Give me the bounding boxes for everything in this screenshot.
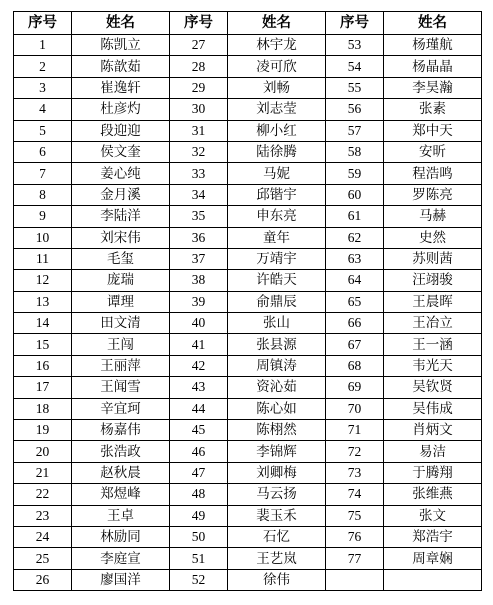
student-name-cell: 万靖宇 [228,248,326,269]
row-index-cell: 50 [170,526,228,547]
row-index-cell: 74 [326,484,384,505]
table-row [14,420,482,441]
student-name-cell: 张素 [384,99,482,120]
row-index-cell: 7 [14,163,72,184]
student-name-cell: 杨瑾航 [384,35,482,56]
student-name-cell: 周章娴 [384,548,482,569]
student-name-cell: 裴玉禾 [228,505,326,526]
row-index-cell: 66 [326,313,384,334]
student-name-cell: 毛玺 [72,248,170,269]
row-index-cell: 25 [14,548,72,569]
row-index-cell: 67 [326,334,384,355]
row-index-cell: 9 [14,206,72,227]
student-name-cell: 杜彦灼 [72,99,170,120]
row-index-cell: 4 [14,99,72,120]
row-index-cell: 45 [170,420,228,441]
row-index-cell: 77 [326,548,384,569]
row-index-cell: 65 [326,291,384,312]
row-index-cell: 18 [14,398,72,419]
row-index-cell: 20 [14,441,72,462]
row-index-cell: 29 [170,77,228,98]
student-name-cell [384,569,482,590]
student-name-cell: 王晨晖 [384,291,482,312]
row-index-cell: 42 [170,355,228,376]
row-index-cell: 32 [170,141,228,162]
row-index-cell: 47 [170,462,228,483]
row-index-cell: 14 [14,313,72,334]
table-row [14,56,482,77]
student-name-cell: 谭理 [72,291,170,312]
table-row [14,548,482,569]
row-index-cell: 63 [326,248,384,269]
row-index-cell: 35 [170,206,228,227]
row-index-cell: 64 [326,270,384,291]
row-index-cell: 21 [14,462,72,483]
table-row [14,484,482,505]
header-name-3: 姓名 [384,12,482,35]
student-name-cell: 庞瑞 [72,270,170,291]
student-name-cell: 柳小红 [228,120,326,141]
row-index-cell: 6 [14,141,72,162]
table-row [14,227,482,248]
student-name-cell: 石忆 [228,526,326,547]
student-name-cell: 刘志莹 [228,99,326,120]
row-index-cell: 17 [14,377,72,398]
row-index-cell: 59 [326,163,384,184]
student-name-cell: 俞鼎辰 [228,291,326,312]
row-index-cell: 73 [326,462,384,483]
row-index-cell: 56 [326,99,384,120]
table-row [14,291,482,312]
header-index-3: 序号 [326,12,384,35]
row-index-cell: 70 [326,398,384,419]
row-index-cell: 48 [170,484,228,505]
table-row [14,526,482,547]
header-name-2: 姓名 [228,12,326,35]
student-name-cell: 李陆洋 [72,206,170,227]
student-name-cell: 赵秋晨 [72,462,170,483]
student-name-cell: 李锦辉 [228,441,326,462]
row-index-cell: 51 [170,548,228,569]
table-row [14,441,482,462]
header-row [14,12,482,35]
student-name-cell: 汪翊骏 [384,270,482,291]
row-index-cell: 3 [14,77,72,98]
student-name-cell: 张维燕 [384,484,482,505]
row-index-cell: 39 [170,291,228,312]
row-index-cell: 28 [170,56,228,77]
row-index-cell: 69 [326,377,384,398]
student-name-cell: 肖炳文 [384,420,482,441]
student-name-cell: 杨晶晶 [384,56,482,77]
student-name-cell: 郑中天 [384,120,482,141]
student-name-cell: 马云扬 [228,484,326,505]
student-name-cell: 周镇涛 [228,355,326,376]
student-name-cell: 张浩政 [72,441,170,462]
row-index-cell: 53 [326,35,384,56]
student-name-cell: 苏则茜 [384,248,482,269]
table-row [14,184,482,205]
student-name-cell: 马妮 [228,163,326,184]
student-name-cell: 林励同 [72,526,170,547]
row-index-cell: 76 [326,526,384,547]
row-index-cell: 57 [326,120,384,141]
student-name-cell: 易洁 [384,441,482,462]
student-name-cell: 申东亮 [228,206,326,227]
row-index-cell: 11 [14,248,72,269]
row-index-cell: 10 [14,227,72,248]
row-index-cell: 30 [170,99,228,120]
row-index-cell: 71 [326,420,384,441]
row-index-cell: 60 [326,184,384,205]
table-row [14,248,482,269]
row-index-cell: 34 [170,184,228,205]
table-body [14,35,482,591]
student-name-cell: 王一涵 [384,334,482,355]
row-index-cell: 43 [170,377,228,398]
row-index-cell: 68 [326,355,384,376]
student-name-cell: 刘宋伟 [72,227,170,248]
row-index-cell: 13 [14,291,72,312]
table-row [14,206,482,227]
table-row [14,355,482,376]
student-name-cell: 崔逸轩 [72,77,170,98]
row-index-cell: 62 [326,227,384,248]
student-name-cell: 邱锴宇 [228,184,326,205]
student-name-cell: 徐伟 [228,569,326,590]
table-row [14,334,482,355]
student-name-cell: 李庭宣 [72,548,170,569]
header-index-2: 序号 [170,12,228,35]
row-index-cell: 52 [170,569,228,590]
student-name-cell: 王冶立 [384,313,482,334]
row-index-cell: 23 [14,505,72,526]
table-row [14,398,482,419]
row-index-cell: 2 [14,56,72,77]
student-name-cell: 陆徐腾 [228,141,326,162]
student-name-cell: 辛宜珂 [72,398,170,419]
student-name-cell: 罗陈亮 [384,184,482,205]
student-name-cell: 陈心如 [228,398,326,419]
student-name-cell: 刘畅 [228,77,326,98]
student-name-cell: 刘卿梅 [228,462,326,483]
row-index-cell: 26 [14,569,72,590]
student-name-cell: 于腾翔 [384,462,482,483]
student-name-cell: 陈歆茹 [72,56,170,77]
student-name-cell: 王艺岚 [228,548,326,569]
row-index-cell: 46 [170,441,228,462]
table-row [14,163,482,184]
header-name-1: 姓名 [72,12,170,35]
row-index-cell: 1 [14,35,72,56]
student-name-cell: 廖国洋 [72,569,170,590]
student-name-cell: 段迎迎 [72,120,170,141]
student-name-cell: 资沁茹 [228,377,326,398]
student-name-cell: 林宇龙 [228,35,326,56]
student-name-cell: 陈凯立 [72,35,170,56]
row-index-cell: 19 [14,420,72,441]
row-index-cell: 44 [170,398,228,419]
table-row [14,120,482,141]
row-index-cell: 15 [14,334,72,355]
row-index-cell: 24 [14,526,72,547]
table-row [14,377,482,398]
row-index-cell: 61 [326,206,384,227]
table-row [14,505,482,526]
row-index-cell: 16 [14,355,72,376]
table-row [14,141,482,162]
table-row [14,569,482,590]
row-index-cell: 58 [326,141,384,162]
student-name-cell: 王丽萍 [72,355,170,376]
student-name-cell: 吴钦贤 [384,377,482,398]
table-row [14,77,482,98]
student-name-cell: 马赫 [384,206,482,227]
row-index-cell: 27 [170,35,228,56]
row-index-cell: 75 [326,505,384,526]
row-index-cell: 12 [14,270,72,291]
table-row [14,99,482,120]
row-index-cell: 37 [170,248,228,269]
student-name-cell: 陈栩然 [228,420,326,441]
row-index-cell: 31 [170,120,228,141]
row-index-cell: 33 [170,163,228,184]
row-index-cell: 72 [326,441,384,462]
student-name-cell: 郑煜峰 [72,484,170,505]
row-index-cell: 8 [14,184,72,205]
student-name-cell: 田文清 [72,313,170,334]
row-index-cell: 49 [170,505,228,526]
row-index-cell: 41 [170,334,228,355]
student-name-cell: 凌可欣 [228,56,326,77]
header-index-1: 序号 [14,12,72,35]
student-name-cell: 杨嘉伟 [72,420,170,441]
table-row [14,270,482,291]
roster-table [13,11,482,591]
student-name-cell: 安昕 [384,141,482,162]
student-name-cell: 韦光天 [384,355,482,376]
student-name-cell: 吴伟成 [384,398,482,419]
student-name-cell: 童年 [228,227,326,248]
student-name-cell: 侯文奎 [72,141,170,162]
row-index-cell: 55 [326,77,384,98]
table-row [14,462,482,483]
student-name-cell: 程浩鸣 [384,163,482,184]
row-index-cell: 40 [170,313,228,334]
row-index-cell: 54 [326,56,384,77]
table-row [14,35,482,56]
row-index-cell: 36 [170,227,228,248]
student-name-cell: 王卓 [72,505,170,526]
student-name-cell: 史然 [384,227,482,248]
student-name-cell: 郑浩宇 [384,526,482,547]
student-name-cell: 李昊瀚 [384,77,482,98]
row-index-cell: 38 [170,270,228,291]
student-name-cell: 张山 [228,313,326,334]
row-index-cell: 22 [14,484,72,505]
student-name-cell: 姜心纯 [72,163,170,184]
student-name-cell: 王闻雪 [72,377,170,398]
row-index-cell: 5 [14,120,72,141]
student-name-cell: 王闯 [72,334,170,355]
row-index-cell [326,569,384,590]
student-name-cell: 张文 [384,505,482,526]
student-name-cell: 张县源 [228,334,326,355]
student-name-cell: 金月溪 [72,184,170,205]
student-name-cell: 许皓天 [228,270,326,291]
table-row [14,313,482,334]
